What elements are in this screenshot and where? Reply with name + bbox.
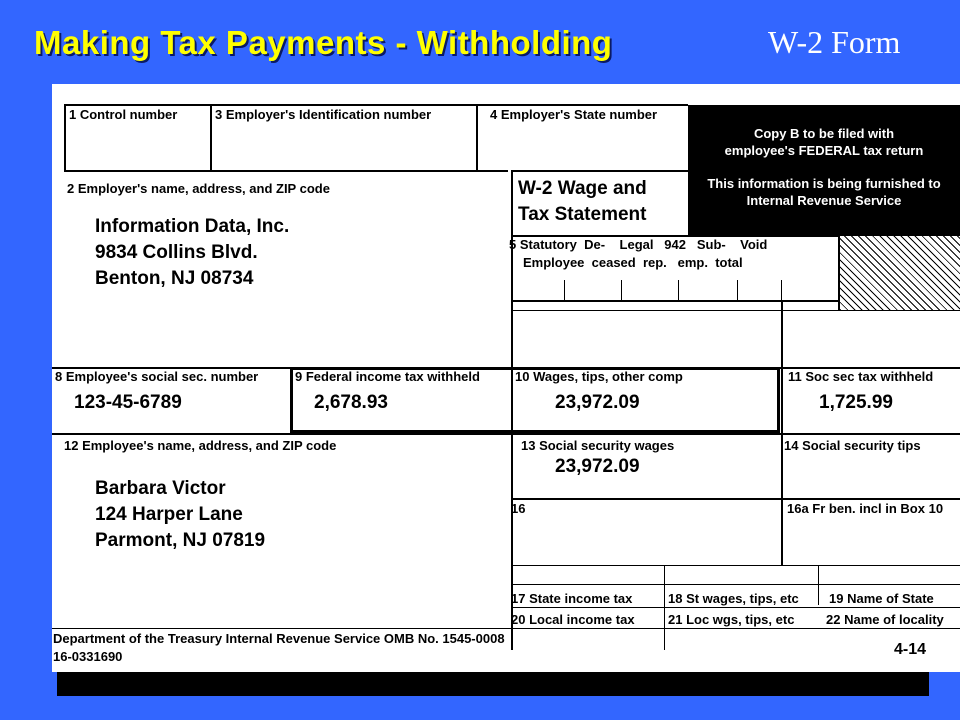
divider	[511, 498, 960, 500]
box2-label: 2 Employer's name, address, and ZIP code	[67, 181, 330, 196]
divider	[621, 280, 622, 300]
box8-value: 123-45-6789	[74, 392, 182, 413]
box11-label: 11 Soc sec tax withheld	[788, 369, 934, 384]
divider	[818, 565, 819, 605]
employer-street: 9834 Collins Blvd.	[95, 242, 258, 263]
divider	[210, 104, 212, 170]
divider	[737, 280, 738, 300]
divider	[511, 584, 960, 585]
box13-value: 23,972.09	[555, 456, 640, 477]
footer-bar	[57, 672, 929, 696]
employer-address	[95, 214, 289, 292]
box17-label: 17 State income tax	[511, 591, 633, 606]
box22-label: 22 Name of locality	[826, 612, 944, 627]
box5-line2: Employee ceased rep. emp. total	[523, 255, 743, 270]
divider	[511, 310, 960, 311]
employee-name: Barbara Victor	[95, 478, 226, 499]
employer-city: Benton, NJ 08734	[95, 268, 254, 289]
box18-label: 18 St wages, tips, etc	[668, 591, 799, 606]
copy-notice-line2: employee's FEDERAL tax return	[724, 143, 924, 158]
divider	[781, 280, 782, 300]
box13-label: 13 Social security wages	[521, 438, 675, 453]
statement-title-line2: Tax Statement	[518, 204, 647, 225]
box20-label: 20 Local income tax	[511, 612, 635, 627]
copy-notice-line1: Copy B to be filed with	[753, 126, 895, 141]
box4-label: 4 Employer's State number	[490, 107, 658, 122]
w2-form	[52, 84, 960, 672]
form-footer-line2: 16-0331690	[53, 649, 123, 664]
box1-label: 1 Control number	[69, 107, 178, 122]
divider	[511, 607, 960, 608]
box16-label: 16	[511, 501, 526, 516]
slide-title: Making Tax Payments - Withholding	[34, 24, 613, 61]
employee-address	[95, 476, 265, 554]
copy-notice-line4: Internal Revenue Service	[746, 193, 902, 208]
box3-label: 3 Employer's Identification number	[215, 107, 432, 122]
box21-label: 21 Loc wgs, tips, etc	[668, 612, 795, 627]
box9-value: 2,678.93	[314, 392, 388, 413]
divider	[678, 280, 679, 300]
highlight-box	[290, 367, 780, 433]
box5-line1: 5 Statutory De- Legal 942 Sub- Void	[509, 237, 768, 252]
divider	[64, 104, 66, 170]
statement-title	[518, 176, 647, 228]
form-tag: W-2 Form	[768, 24, 901, 60]
divider	[476, 104, 478, 170]
divider	[511, 300, 838, 302]
divider	[64, 170, 508, 172]
statement-title-line1: W-2 Wage and	[518, 178, 647, 199]
box12-label: 12 Employee's name, address, and ZIP code	[64, 438, 337, 453]
box14-label: 14 Social security tips	[784, 438, 921, 453]
divider	[52, 628, 960, 629]
employee-street: 124 Harper Lane	[95, 504, 243, 525]
divider	[511, 565, 960, 566]
box16a-label: 16a Fr ben. incl in Box 10	[787, 501, 944, 516]
divider	[64, 104, 688, 106]
box10-value: 23,972.09	[555, 392, 640, 413]
employee-city: Parmont, NJ 07819	[95, 530, 266, 551]
page-number: 4-14	[894, 641, 927, 658]
divider	[511, 170, 688, 172]
divider	[564, 280, 565, 300]
divider	[52, 433, 960, 435]
form-footer-line1: Department of the Treasury Internal Revenue Service OMB No. 1545-0008	[53, 631, 505, 646]
box11-value: 1,725.99	[819, 392, 893, 413]
copy-notice-line3: This information is being furnished to	[707, 176, 941, 191]
box10-label: 10 Wages, tips, other comp	[515, 369, 683, 384]
box9-label: 9 Federal income tax withheld	[295, 369, 480, 384]
box8-label: 8 Employee's social sec. number	[55, 369, 259, 384]
hatched-area	[840, 236, 960, 310]
employer-name: Information Data, Inc.	[95, 216, 290, 237]
box19-label: 19 Name of State	[829, 591, 934, 606]
copy-notice	[688, 105, 960, 235]
